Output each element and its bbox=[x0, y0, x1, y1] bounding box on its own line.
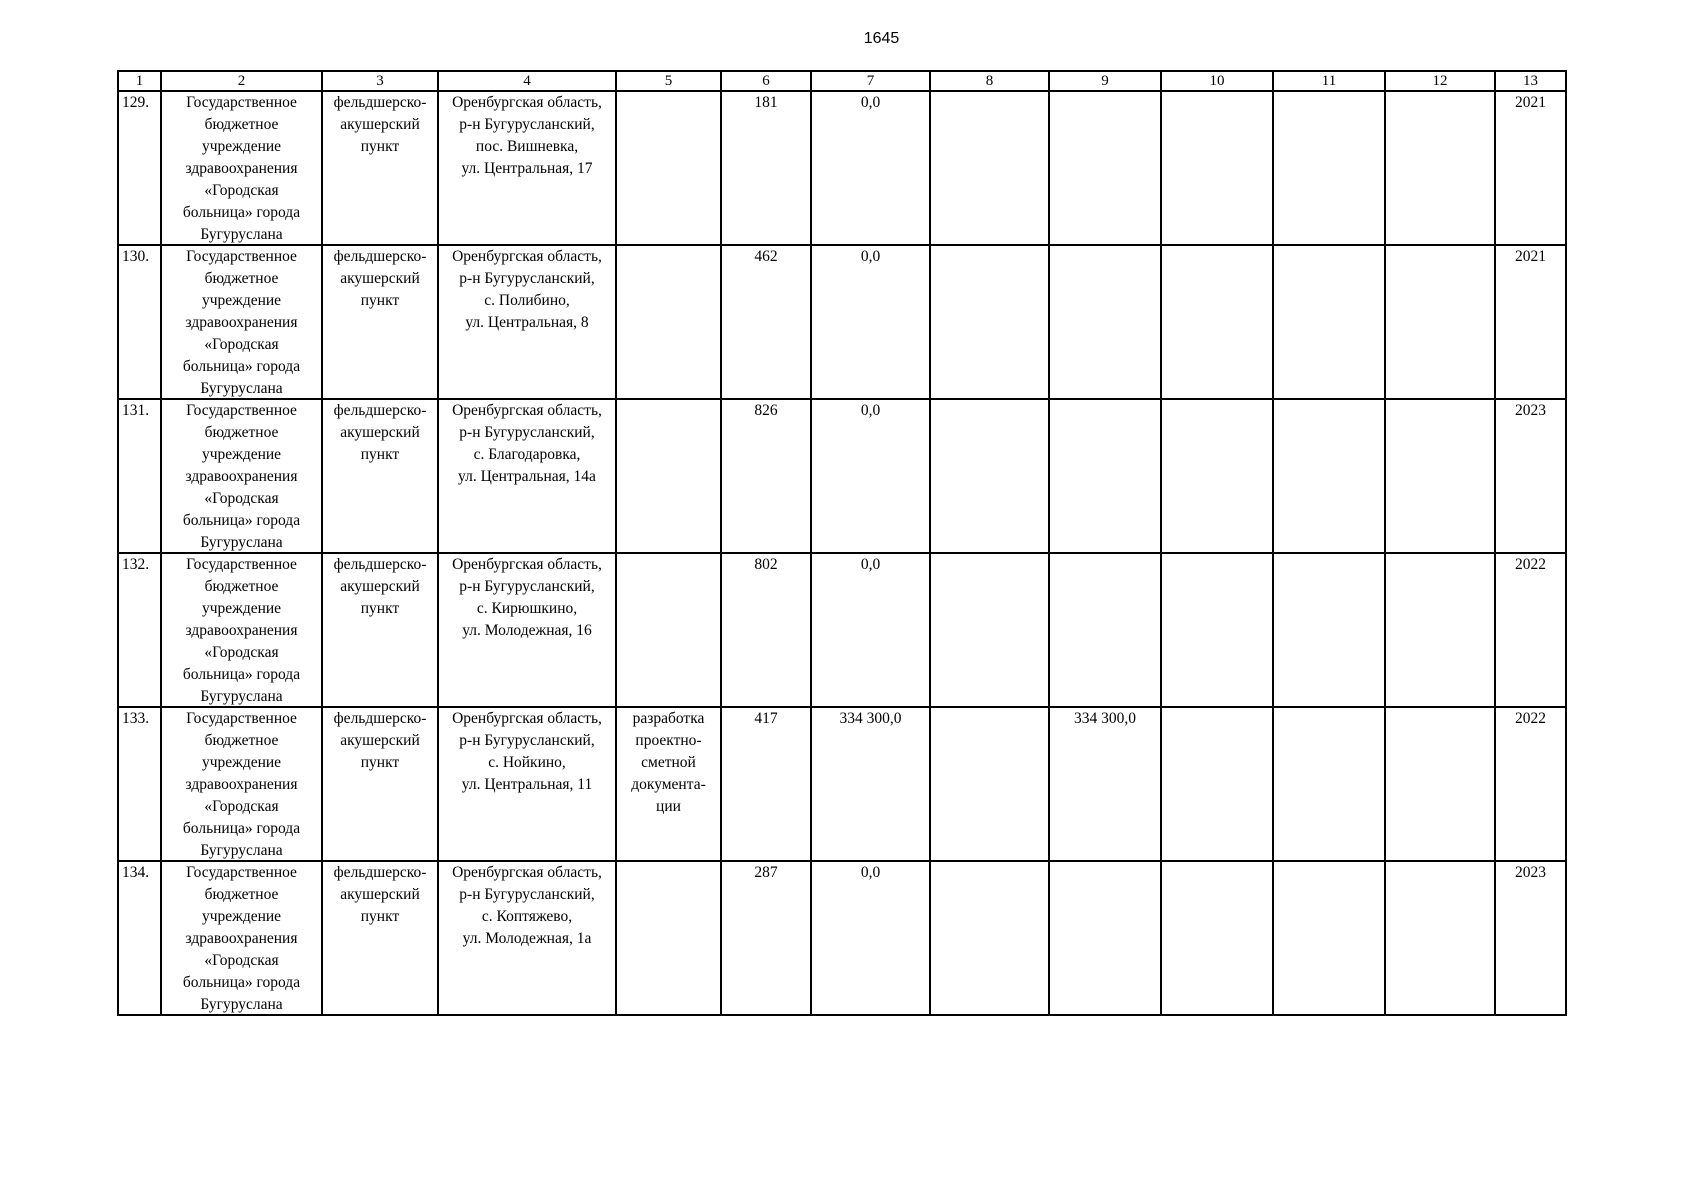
facility-address bbox=[438, 707, 616, 861]
table-row bbox=[118, 707, 1566, 861]
col-6-value: 802 bbox=[721, 553, 811, 707]
organization-name-line: Государственное bbox=[186, 710, 297, 727]
col-7-value: 0,0 bbox=[811, 245, 930, 399]
organization-name-line: бюджетное bbox=[204, 116, 279, 133]
col-7-value: 334 300,0 bbox=[811, 707, 930, 861]
year-value: 2021 bbox=[1495, 91, 1566, 245]
facility-address-line: ул. Центральная, 17 bbox=[461, 160, 593, 177]
column-header-8: 8 bbox=[930, 71, 1049, 91]
organization-name-line: здравоохранения bbox=[185, 468, 298, 485]
facility-address-line: с. Полибино, bbox=[484, 292, 570, 309]
facility-type-line: акушерский bbox=[340, 270, 420, 287]
table-row bbox=[118, 245, 1566, 399]
organization-name-line: «Городская bbox=[204, 798, 279, 815]
organization-name-line: Государственное bbox=[186, 248, 297, 265]
column-header-10: 10 bbox=[1161, 71, 1273, 91]
facility-address-line: ул. Центральная, 14а bbox=[458, 468, 596, 485]
col-11-value bbox=[1273, 707, 1385, 861]
organization-name-line: здравоохранения bbox=[185, 314, 298, 331]
organization-name-line: учреждение bbox=[201, 754, 282, 771]
col-6-value: 462 bbox=[721, 245, 811, 399]
facility-address-line: Оренбургская область, bbox=[452, 94, 602, 111]
facility-address-line: р-н Бугурусланский, bbox=[459, 732, 595, 749]
column-header-13: 13 bbox=[1495, 71, 1566, 91]
organization-name-line: Бугуруслана bbox=[200, 688, 283, 705]
column-header-1: 1 bbox=[118, 71, 161, 91]
facility-type-line: акушерский bbox=[340, 116, 420, 133]
col-10-value bbox=[1161, 861, 1273, 1015]
facility-address-line: ул. Молодежная, 16 bbox=[462, 622, 592, 639]
facility-address-line: Оренбургская область, bbox=[452, 248, 602, 265]
organization-name-line: учреждение bbox=[201, 908, 282, 925]
facility-type-line: пункт bbox=[360, 754, 400, 771]
register-table bbox=[117, 70, 1567, 1016]
organization-name-line: больница» города bbox=[182, 820, 301, 837]
col-11-value bbox=[1273, 399, 1385, 553]
organization-name-line: Бугуруслана bbox=[200, 380, 283, 397]
facility-type-line: фельдшерско- bbox=[333, 402, 427, 419]
work-type-line: проектно- bbox=[635, 732, 702, 749]
col-11-value bbox=[1273, 91, 1385, 245]
organization-name-line: Государственное bbox=[186, 402, 297, 419]
organization-name-line: учреждение bbox=[201, 138, 282, 155]
work-type bbox=[616, 553, 721, 707]
organization-name-line: «Городская bbox=[204, 182, 279, 199]
facility-address-line: ул. Молодежная, 1а bbox=[462, 930, 592, 947]
organization-name-line: Бугуруслана bbox=[200, 996, 283, 1013]
facility-type-line: фельдшерско- bbox=[333, 710, 427, 727]
facility-address-line: с. Благодаровка, bbox=[473, 446, 581, 463]
facility-type bbox=[322, 707, 438, 861]
col-9-value bbox=[1049, 245, 1161, 399]
organization-name-line: бюджетное bbox=[204, 424, 279, 441]
col-9-value bbox=[1049, 553, 1161, 707]
col-12-value bbox=[1385, 707, 1495, 861]
table-row bbox=[118, 399, 1566, 553]
column-header-12: 12 bbox=[1385, 71, 1495, 91]
organization-name-line: учреждение bbox=[201, 600, 282, 617]
organization-name-line: «Городская bbox=[204, 644, 279, 661]
facility-type-line: пункт bbox=[360, 292, 400, 309]
facility-type bbox=[322, 91, 438, 245]
facility-address bbox=[438, 553, 616, 707]
col-9-value bbox=[1049, 399, 1161, 553]
page-number: 1645 bbox=[863, 30, 900, 47]
column-header-4: 4 bbox=[438, 71, 616, 91]
col-8-value bbox=[930, 245, 1049, 399]
table-row bbox=[118, 553, 1566, 707]
col-7-value: 0,0 bbox=[811, 553, 930, 707]
year-value: 2022 bbox=[1495, 707, 1566, 861]
facility-address-line: р-н Бугурусланский, bbox=[459, 116, 595, 133]
column-header-6: 6 bbox=[721, 71, 811, 91]
organization-name-line: больница» города bbox=[182, 974, 301, 991]
facility-type-line: фельдшерско- bbox=[333, 94, 427, 111]
facility-type-line: пункт bbox=[360, 908, 400, 925]
organization-name-line: Государственное bbox=[186, 556, 297, 573]
table-row bbox=[118, 91, 1566, 245]
organization-name-line: здравоохранения bbox=[185, 160, 298, 177]
col-12-value bbox=[1385, 861, 1495, 1015]
organization-name-line: больница» города bbox=[182, 358, 301, 375]
table-body bbox=[118, 71, 1566, 1015]
facility-address-line: р-н Бугурусланский, bbox=[459, 424, 595, 441]
col-11-value bbox=[1273, 861, 1385, 1015]
facility-type-line: фельдшерско- bbox=[333, 248, 427, 265]
work-type-line: ции bbox=[656, 798, 681, 815]
facility-type-line: пункт bbox=[360, 600, 400, 617]
facility-address-line: Оренбургская область, bbox=[452, 710, 602, 727]
row-number: 129. bbox=[118, 91, 161, 245]
work-type-line: документа- bbox=[631, 776, 706, 793]
col-10-value bbox=[1161, 399, 1273, 553]
column-header-2: 2 bbox=[161, 71, 322, 91]
organization-name bbox=[161, 399, 322, 553]
col-12-value bbox=[1385, 399, 1495, 553]
work-type bbox=[616, 245, 721, 399]
work-type-line: разработка bbox=[632, 710, 705, 727]
organization-name-line: здравоохранения bbox=[185, 930, 298, 947]
row-number: 134. bbox=[118, 861, 161, 1015]
col-6-value: 417 bbox=[721, 707, 811, 861]
facility-address bbox=[438, 245, 616, 399]
organization-name bbox=[161, 553, 322, 707]
organization-name-line: учреждение bbox=[201, 292, 282, 309]
work-type bbox=[616, 91, 721, 245]
facility-type-line: пункт bbox=[360, 138, 400, 155]
facility-address-line: ул. Центральная, 8 bbox=[465, 314, 589, 331]
col-8-value bbox=[930, 861, 1049, 1015]
organization-name-line: больница» города bbox=[182, 512, 301, 529]
facility-type-line: фельдшерско- bbox=[333, 556, 427, 573]
row-number: 130. bbox=[118, 245, 161, 399]
facility-address-line: с. Нойкино, bbox=[488, 754, 566, 771]
col-8-value bbox=[930, 399, 1049, 553]
facility-address bbox=[438, 91, 616, 245]
organization-name bbox=[161, 861, 322, 1015]
col-12-value bbox=[1385, 245, 1495, 399]
col-10-value bbox=[1161, 245, 1273, 399]
facility-address-line: р-н Бугурусланский, bbox=[459, 578, 595, 595]
col-8-value bbox=[930, 707, 1049, 861]
col-6-value: 826 bbox=[721, 399, 811, 553]
col-12-value bbox=[1385, 553, 1495, 707]
column-header-9: 9 bbox=[1049, 71, 1161, 91]
facility-type bbox=[322, 399, 438, 553]
row-number: 133. bbox=[118, 707, 161, 861]
col-8-value bbox=[930, 553, 1049, 707]
col-10-value bbox=[1161, 553, 1273, 707]
col-7-value: 0,0 bbox=[811, 399, 930, 553]
organization-name-line: учреждение bbox=[201, 446, 282, 463]
facility-type-line: акушерский bbox=[340, 578, 420, 595]
column-header-11: 11 bbox=[1273, 71, 1385, 91]
organization-name-line: больница» города bbox=[182, 204, 301, 221]
organization-name-line: бюджетное bbox=[204, 270, 279, 287]
facility-type bbox=[322, 553, 438, 707]
col-9-value bbox=[1049, 91, 1161, 245]
work-type bbox=[616, 707, 721, 861]
organization-name-line: больница» города bbox=[182, 666, 301, 683]
organization-name-line: «Городская bbox=[204, 952, 279, 969]
facility-type-line: фельдшерско- bbox=[333, 864, 427, 881]
facility-address-line: р-н Бугурусланский, bbox=[459, 886, 595, 903]
col-11-value bbox=[1273, 553, 1385, 707]
work-type bbox=[616, 399, 721, 553]
organization-name bbox=[161, 91, 322, 245]
organization-name-line: здравоохранения bbox=[185, 622, 298, 639]
organization-name-line: Бугуруслана bbox=[200, 534, 283, 551]
col-7-value: 0,0 bbox=[811, 861, 930, 1015]
organization-name-line: здравоохранения bbox=[185, 776, 298, 793]
year-value: 2022 bbox=[1495, 553, 1566, 707]
col-9-value: 334 300,0 bbox=[1049, 707, 1161, 861]
facility-type bbox=[322, 245, 438, 399]
column-header-5: 5 bbox=[616, 71, 721, 91]
col-11-value bbox=[1273, 245, 1385, 399]
column-header-3: 3 bbox=[322, 71, 438, 91]
organization-name-line: «Городская bbox=[204, 336, 279, 353]
table-row bbox=[118, 861, 1566, 1015]
facility-address-line: пос. Вишневка, bbox=[475, 138, 579, 155]
row-number: 132. bbox=[118, 553, 161, 707]
column-header-row bbox=[118, 71, 1566, 91]
facility-type-line: акушерский bbox=[340, 886, 420, 903]
facility-address-line: с. Коптяжево, bbox=[481, 908, 573, 925]
year-value: 2023 bbox=[1495, 399, 1566, 553]
col-10-value bbox=[1161, 707, 1273, 861]
organization-name-line: Бугуруслана bbox=[200, 226, 283, 243]
facility-type-line: акушерский bbox=[340, 424, 420, 441]
col-12-value bbox=[1385, 91, 1495, 245]
facility-address-line: р-н Бугурусланский, bbox=[459, 270, 595, 287]
facility-address-line: Оренбургская область, bbox=[452, 864, 602, 881]
facility-type-line: акушерский bbox=[340, 732, 420, 749]
organization-name bbox=[161, 245, 322, 399]
row-number: 131. bbox=[118, 399, 161, 553]
column-header-7: 7 bbox=[811, 71, 930, 91]
facility-type bbox=[322, 861, 438, 1015]
facility-address-line: ул. Центральная, 11 bbox=[461, 776, 593, 793]
organization-name-line: Бугуруслана bbox=[200, 842, 283, 859]
work-type-line: сметной bbox=[641, 754, 696, 771]
col-6-value: 181 bbox=[721, 91, 811, 245]
organization-name-line: бюджетное bbox=[204, 732, 279, 749]
organization-name-line: Государственное bbox=[186, 94, 297, 111]
year-value: 2021 bbox=[1495, 245, 1566, 399]
col-6-value: 287 bbox=[721, 861, 811, 1015]
work-type bbox=[616, 861, 721, 1015]
organization-name bbox=[161, 707, 322, 861]
year-value: 2023 bbox=[1495, 861, 1566, 1015]
facility-type-line: пункт bbox=[360, 446, 400, 463]
facility-address-line: Оренбургская область, bbox=[452, 556, 602, 573]
col-7-value: 0,0 bbox=[811, 91, 930, 245]
organization-name-line: Государственное bbox=[186, 864, 297, 881]
col-10-value bbox=[1161, 91, 1273, 245]
facility-address bbox=[438, 861, 616, 1015]
facility-address-line: Оренбургская область, bbox=[452, 402, 602, 419]
organization-name-line: бюджетное bbox=[204, 578, 279, 595]
facility-address bbox=[438, 399, 616, 553]
organization-name-line: «Городская bbox=[204, 490, 279, 507]
col-9-value bbox=[1049, 861, 1161, 1015]
organization-name-line: бюджетное bbox=[204, 886, 279, 903]
col-8-value bbox=[930, 91, 1049, 245]
facility-address-line: с. Кирюшкино, bbox=[476, 600, 578, 617]
